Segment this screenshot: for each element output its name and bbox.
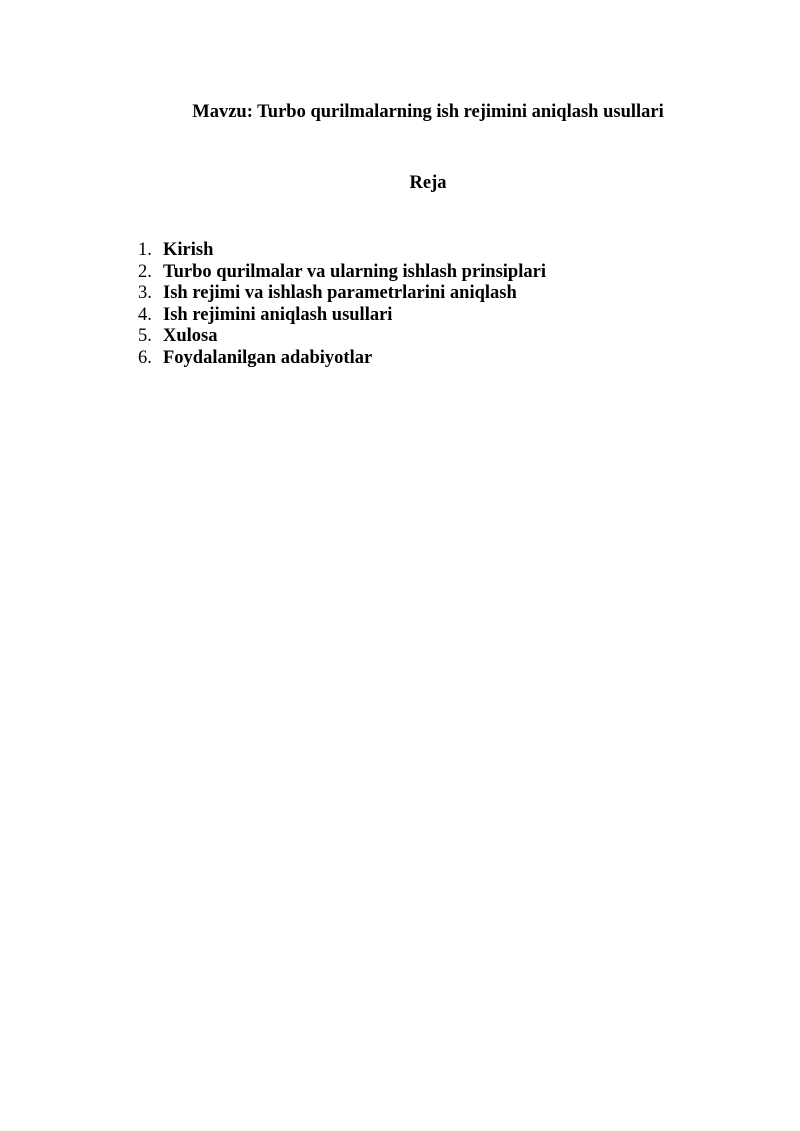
plan-item [138,283,546,305]
plan-item [138,305,546,327]
document-title: Mavzu: Turbo qurilmalarning ish rejimini aniqlash usullari [192,102,664,122]
plan-item [138,240,546,262]
plan-item-text: Xulosa [163,326,218,347]
plan-item [138,262,546,284]
plan-item-number: 5. [138,326,152,347]
plan-item-text: Turbo qurilmalar va ularning ishlash prinsiplari [163,261,546,282]
plan-item-text: Ish rejimi va ishlash parametrlarini aniqlash [163,283,517,304]
plan-heading: Reja [409,173,447,193]
plan-item-text: Foydalanilgan adabiyotlar [163,347,373,368]
plan-item-text: Kirish [163,240,214,260]
plan-item-number: 1. [138,240,152,260]
plan-item-number: 3. [138,283,152,304]
plan-item [138,326,546,348]
plan-item-number: 4. [138,304,152,325]
plan-item-number: 2. [138,261,152,282]
plan-item [138,348,546,370]
plan-item-number: 6. [138,347,152,368]
plan-list [138,240,546,370]
plan-item-text: Ish rejimini aniqlash usullari [163,304,393,325]
